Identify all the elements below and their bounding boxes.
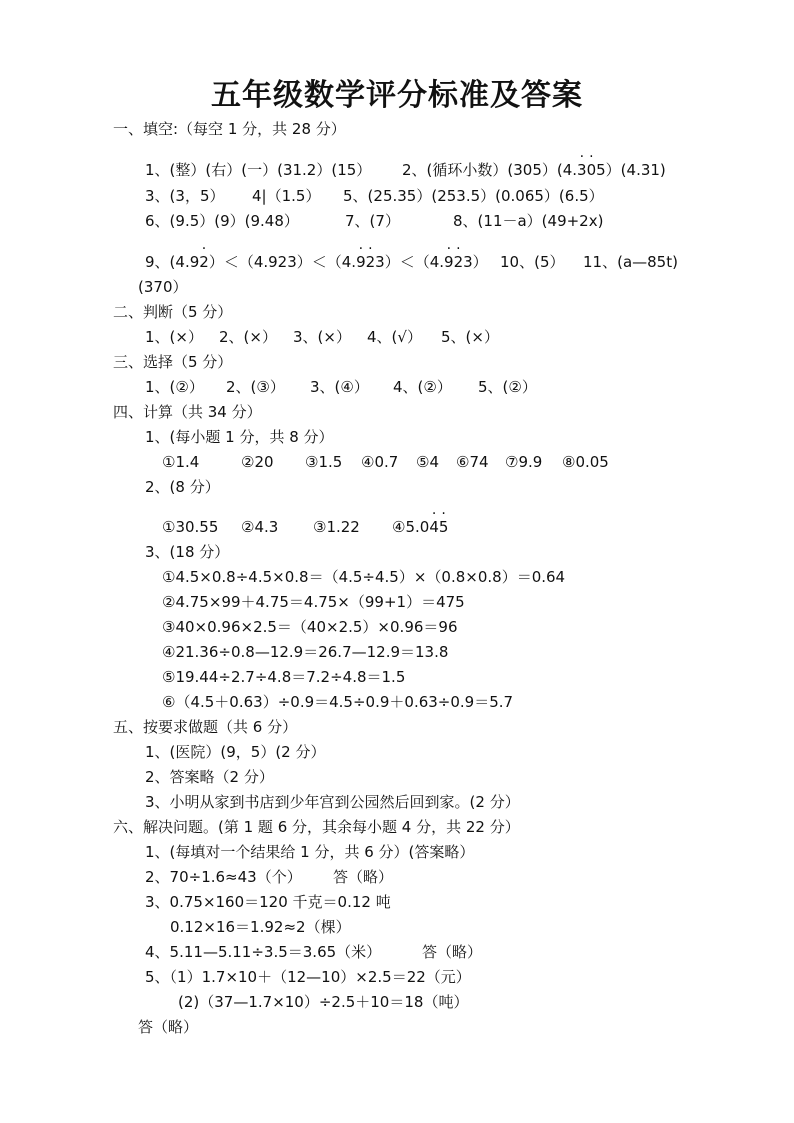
problem-line-2: 2、70÷1.6≈43（个）: [145, 868, 302, 886]
fill-row-3a: 6、(9.5）(9）(9.48）: [145, 212, 299, 230]
section-1-heading: 一、填空:（每空 1 分，共 28 分）: [113, 120, 346, 138]
judge-item-2: 2、(×）: [219, 328, 277, 346]
choice-item-4: 4、(②）: [393, 378, 452, 396]
choice-item-2: 2、(③）: [226, 378, 285, 396]
calc-1-item: ③1.5: [305, 453, 343, 471]
calc-2-item: ③1.22: [313, 518, 360, 536]
choice-item-3: 3、(④）: [310, 378, 369, 396]
problem-line-3: 3、0.75×160＝120 千克＝0.12 吨: [145, 893, 391, 911]
section-5-heading: 五、按要求做题（共 6 分）: [113, 718, 298, 736]
calc-3-item: ①4.5×0.8÷4.5×0.8＝（4.5÷4.5）×（0.8×0.8）＝0.64: [162, 568, 566, 586]
repeating-dot-digit: . 2: [454, 251, 464, 273]
calc-2-item: ②4.3: [241, 518, 279, 536]
repeating-dot-digit: . 2: [366, 251, 376, 273]
problem-line-8: 答（略）: [138, 1018, 199, 1036]
section-3-heading: 三、选择（5 分）: [113, 353, 233, 371]
problem-line-1: 1、(每填对一个结果给 1 分，共 6 分）(答案略）: [145, 843, 475, 861]
fill-row-4a: 9、(4.9. 2）＜（4.923）＜（4.. 9. 23）＜（4.. 9. 23）: [145, 251, 488, 273]
choice-item-5: 5、(②）: [478, 378, 537, 396]
fill-row-1b: 2、(循环小数）(305）(4.. 3. 05）(4.31): [402, 159, 666, 181]
repeating-dot-digit: . 0: [587, 159, 597, 181]
section-4-heading: 四、计算（共 34 分）: [113, 403, 262, 421]
problem-line-2-answer: 答（略）: [333, 868, 394, 886]
problem-line-6: 5、（1）1.7×10＋（12—10）×2.5＝22（元）: [145, 968, 471, 986]
task-item-2: 2、答案略（2 分）: [145, 768, 274, 786]
choice-item-1: 1、(②）: [145, 378, 204, 396]
calc-1-item: ①1.4: [162, 453, 200, 471]
section-2-heading: 二、判断（5 分）: [113, 303, 233, 321]
calc-3-item: ④21.36÷0.8—12.9＝26.7—12.9＝13.8: [162, 643, 449, 661]
task-item-3: 3、小明从家到书店到少年宫到公园然后回到家。(2 分）: [145, 793, 520, 811]
calc-1-item: ⑦9.9: [505, 453, 543, 471]
judge-item-1: 1、(×）: [145, 328, 203, 346]
calc-1-item: ②20: [241, 453, 274, 471]
calc-part-3-heading: 3、(18 分）: [145, 543, 230, 561]
judge-item-3: 3、(×）: [293, 328, 351, 346]
judge-item-5: 5、(×）: [441, 328, 499, 346]
problem-line-7: (2)（37—1.7×10）÷2.5＋10＝18（吨）: [178, 993, 469, 1011]
repeating-dot-digit: . 5: [439, 516, 449, 538]
calc-3-item: ⑤19.44÷2.7÷4.8＝7.2÷4.8＝1.5: [162, 668, 406, 686]
fill-row-3c: 8、(11－a）(49+2x): [453, 212, 604, 230]
fill-row-2a: 3、(3，5）: [145, 187, 225, 205]
calc-1-item: ④0.7: [361, 453, 399, 471]
calc-1-item: ⑧0.05: [562, 453, 609, 471]
calc-part-1-heading: 1、(每小题 1 分，共 8 分）: [145, 428, 334, 446]
fill-row-2c: 5、(25.35）(253.5）(0.065）(6.5）: [343, 187, 604, 205]
fill-row-4b: 10、(5）: [500, 253, 565, 271]
problem-line-5: 4、5.11—5.11÷3.5＝3.65（米）: [145, 943, 382, 961]
fill-row-4c: 11、(a—85t): [583, 253, 678, 271]
calc-3-item: ③40×0.96×2.5＝（40×2.5）×0.96＝96: [162, 618, 458, 636]
calc-2-item: ①30.55: [162, 518, 219, 536]
repeating-dot-digit: . 9: [444, 251, 454, 273]
calc-3-item: ②4.75×99＋4.75＝4.75×（99+1）＝475: [162, 593, 465, 611]
calc-1-item: ⑤4: [416, 453, 439, 471]
calc-part-2-heading: 2、(8 分）: [145, 478, 220, 496]
fill-row-3b: 7、(7）: [345, 212, 400, 230]
page-title: 五年级数学评分标准及答案: [211, 78, 583, 113]
section-6-heading: 六、解决问题。(第 1 题 6 分，其余每小题 4 分，共 22 分）: [113, 818, 520, 836]
judge-item-4: 4、(√）: [367, 328, 422, 346]
repeating-dot-digit: . 2: [199, 251, 209, 273]
fill-row-1a: 1、(整）(右）(一）(31.2）(15）: [145, 161, 372, 179]
repeating-dot-digit: . 3: [577, 159, 587, 181]
repeating-dot-digit: . 9: [356, 251, 366, 273]
problem-line-4: 0.12×16＝1.92≈2（棵）: [170, 918, 351, 936]
problem-line-5-answer: 答（略）: [422, 943, 483, 961]
calc-2-item: ④5.0. 4. 5: [392, 516, 448, 538]
fill-row-2b: 4|（1.5）: [252, 187, 321, 205]
repeating-dot-digit: . 4: [429, 516, 439, 538]
calc-3-item: ⑥（4.5＋0.63）÷0.9＝4.5÷0.9＋0.63÷0.9＝5.7: [162, 693, 514, 711]
fill-row-5: (370）: [138, 278, 188, 296]
calc-1-item: ⑥74: [456, 453, 489, 471]
task-item-1: 1、(医院）(9，5）(2 分）: [145, 743, 326, 761]
